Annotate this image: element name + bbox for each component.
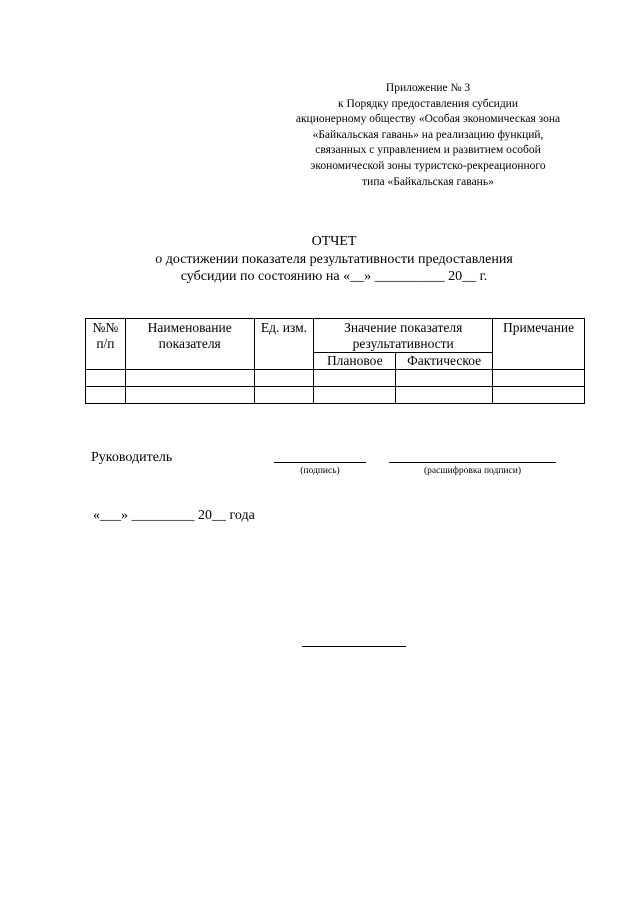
table-cell[interactable] — [86, 370, 126, 387]
table-cell[interactable] — [493, 387, 585, 404]
table-header-row — [86, 319, 585, 353]
appendix-line: типа «Байкальская гавань» — [362, 175, 494, 188]
report-heading: ОТЧЕТ — [311, 234, 357, 249]
report-title — [100, 233, 568, 286]
table-row — [86, 387, 585, 404]
header-planned: Плановое — [314, 353, 396, 370]
report-subtitle-line1: о достижении показателя результативности предоставления — [155, 251, 513, 267]
header-number: №№ п/п — [86, 319, 126, 370]
date-line: «___» _________ 20__ года — [93, 508, 255, 523]
table-cell[interactable] — [493, 370, 585, 387]
table-cell[interactable] — [314, 387, 396, 404]
appendix-line: акционерному обществу «Особая экономическая зона — [295, 113, 561, 126]
table-cell[interactable] — [396, 370, 493, 387]
report-subtitle-line2: субсидии по состоянию на «__» __________ 20__ г. — [180, 269, 488, 284]
header-note: Примечание — [493, 319, 585, 370]
appendix-line: «Байкальская гавань» на реализацию функций, — [312, 128, 544, 141]
appendix-line: связанных с управлением и развитием особой — [315, 144, 541, 157]
signature-line[interactable] — [274, 462, 366, 463]
appendix-line: Приложение № 3 — [385, 82, 471, 94]
header-indicator-name: Наименование показателя — [125, 319, 254, 370]
report-table — [85, 318, 585, 404]
end-divider — [302, 646, 406, 647]
table-cell[interactable] — [314, 370, 396, 387]
table-cell[interactable] — [125, 370, 254, 387]
appendix-line: к Порядку предоставления субсидии — [338, 97, 518, 110]
signatory-label: Руководитель — [91, 450, 173, 465]
table-row — [86, 370, 585, 387]
header-indicator-value: Значение показателя результативности — [314, 319, 493, 353]
signature-decode-line[interactable] — [389, 462, 556, 463]
table-cell[interactable] — [254, 370, 314, 387]
appendix-line: экономической зоны туристско-рекреационного — [310, 159, 546, 172]
table-cell[interactable] — [125, 387, 254, 404]
appendix-header — [270, 81, 586, 190]
signature-decode-caption: (расшифровка подписи) — [424, 466, 521, 476]
table-cell[interactable] — [396, 387, 493, 404]
signature-caption: (подпись) — [300, 466, 340, 476]
table-cell[interactable] — [86, 387, 126, 404]
header-actual: Фактическое — [396, 353, 493, 370]
table-cell[interactable] — [254, 387, 314, 404]
header-unit: Ед. изм. — [254, 319, 314, 370]
